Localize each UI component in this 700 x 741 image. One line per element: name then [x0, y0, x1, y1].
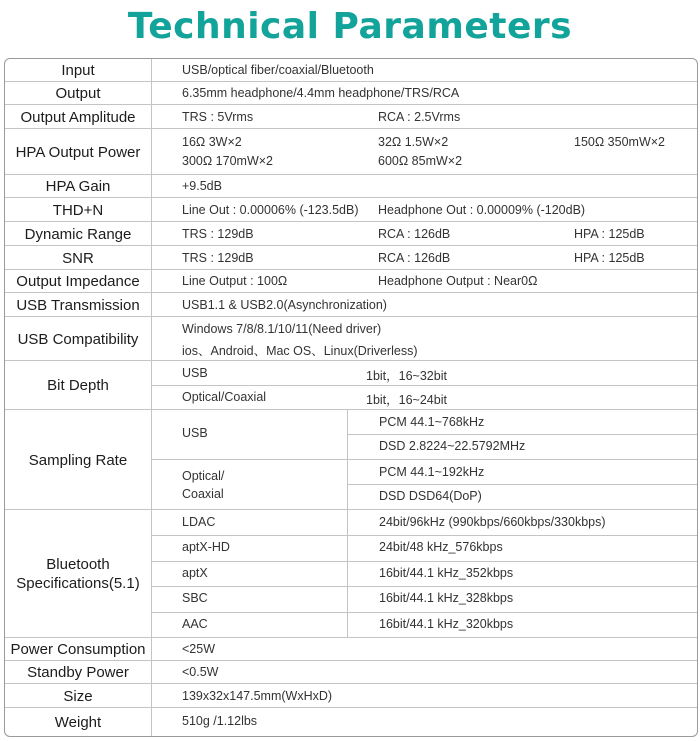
optical-label-line-1: Optical/ — [182, 469, 225, 483]
codec-name: SBC — [182, 591, 208, 605]
usb-label: USB — [182, 366, 208, 380]
row-value: 6.35mm headphone/4.4mm headphone/TRS/RCA — [182, 86, 460, 100]
row-value: USB1.1 & USB2.0(Asynchronization) — [182, 298, 387, 312]
codec-value: 24bit/48 kHz_576kbps — [379, 540, 503, 554]
trs-value: TRS : 129dB — [182, 227, 254, 241]
usb-label: USB — [182, 426, 208, 440]
optical-bit-depth: 1bit，16~24bit — [366, 393, 447, 407]
power-32ohm: 32Ω 1.5W×2 — [378, 135, 449, 149]
rca-value: RCA : 126dB — [378, 251, 451, 265]
row-value: <0.5W — [182, 665, 219, 679]
power-300ohm: 300Ω 170mW×2 — [182, 154, 273, 168]
row-value: 139x32x147.5mm(WxHxD) — [182, 689, 333, 703]
row-thd-n — [5, 197, 697, 222]
row-input — [5, 59, 697, 81]
row-value: 510g /1.12lbs — [182, 714, 258, 728]
codec-value: 16bit/44.1 kHz_328kbps — [379, 591, 514, 605]
optical-label-line-2: Coaxial — [182, 487, 224, 501]
row-dynamic-range — [5, 221, 697, 246]
line-out-value: Line Out : 0.00006% (-123.5dB) — [182, 203, 359, 217]
row-label: USB Transmission — [5, 293, 152, 317]
row-label: Bit Depth — [5, 361, 152, 410]
optical-dsd: DSD DSD64(DoP) — [379, 489, 482, 503]
row-label: Output Impedance — [5, 270, 152, 293]
row-bit-depth — [5, 360, 697, 410]
row-label: Power Consumption — [5, 638, 152, 661]
row-output-impedance — [5, 269, 697, 293]
row-label: Dynamic Range — [5, 222, 152, 246]
usb-bit-depth: 1bit，16~32bit — [366, 369, 447, 383]
row-label: Standby Power — [5, 661, 152, 684]
rca-value: RCA : 126dB — [378, 227, 451, 241]
row-hpa-gain — [5, 174, 697, 198]
codec-name: aptX-HD — [182, 540, 230, 554]
optical-pcm: PCM 44.1~192kHz — [379, 465, 485, 479]
divider — [152, 385, 697, 386]
row-label: Output — [5, 82, 152, 105]
divider — [347, 410, 348, 510]
divider — [152, 535, 697, 536]
power-600ohm: 600Ω 85mW×2 — [378, 154, 463, 168]
row-label: Output Amplitude — [5, 105, 152, 129]
row-output — [5, 81, 697, 105]
row-label: Input — [5, 59, 152, 81]
bluetooth-label-line-1: Bluetooth — [46, 556, 110, 573]
row-weight — [5, 707, 697, 737]
row-usb-compatibility — [5, 316, 697, 361]
codec-value: 16bit/44.1 kHz_320kbps — [379, 617, 514, 631]
divider — [347, 510, 348, 638]
row-label: THD+N — [5, 198, 152, 222]
compat-line-1: Windows 7/8/8.1/10/11(Need driver) — [182, 322, 382, 336]
bluetooth-label-line-2: Specifications(5.1) — [16, 575, 140, 592]
row-size — [5, 683, 697, 708]
optical-label: Optical/Coaxial — [182, 390, 267, 404]
codec-name: LDAC — [182, 515, 216, 529]
row-snr — [5, 245, 697, 270]
headphone-out-value: Headphone Out : 0.00009% (-120dB) — [378, 203, 586, 217]
divider — [152, 586, 697, 587]
row-label: Weight — [5, 708, 152, 737]
divider — [347, 434, 697, 435]
usb-pcm: PCM 44.1~768kHz — [379, 415, 485, 429]
codec-name: AAC — [182, 617, 208, 631]
row-label: Sampling Rate — [5, 410, 152, 510]
row-label: SNR — [5, 246, 152, 270]
row-power-consumption — [5, 637, 697, 661]
codec-name: aptX — [182, 566, 208, 580]
divider — [152, 459, 697, 460]
power-150ohm: 150Ω 350mW×2 — [574, 135, 665, 149]
row-label: HPA Gain — [5, 175, 152, 198]
headphone-output-value: Headphone Output : Near0Ω — [378, 274, 538, 288]
codec-value: 24bit/96kHz (990kbps/660kbps/330kbps) — [379, 515, 606, 529]
row-value: USB/optical fiber/coaxial/Bluetooth — [182, 63, 374, 77]
row-sampling-rate — [5, 409, 697, 510]
row-label — [5, 510, 152, 638]
trs-value: TRS : 129dB — [182, 251, 254, 265]
row-standby-power — [5, 660, 697, 684]
power-16ohm: 16Ω 3W×2 — [182, 135, 242, 149]
line-output-value: Line Output : 100Ω — [182, 274, 288, 288]
hpa-value: HPA : 125dB — [574, 251, 645, 265]
trs-value: TRS : 5Vrms — [182, 110, 254, 124]
row-label: USB Compatibility — [5, 317, 152, 361]
codec-value: 16bit/44.1 kHz_352kbps — [379, 566, 514, 580]
page-title: Technical Parameters — [127, 6, 573, 47]
row-value: <25W — [182, 642, 216, 656]
row-output-amplitude — [5, 104, 697, 129]
divider — [347, 484, 697, 485]
row-hpa-output-power — [5, 128, 697, 175]
row-label: Size — [5, 684, 152, 708]
hpa-value: HPA : 125dB — [574, 227, 645, 241]
divider — [152, 561, 697, 562]
row-label: HPA Output Power — [5, 129, 152, 175]
row-bluetooth — [5, 509, 697, 638]
rca-value: RCA : 2.5Vrms — [378, 110, 461, 124]
spec-table — [4, 58, 698, 737]
row-value: +9.5dB — [182, 179, 222, 193]
usb-dsd: DSD 2.8224~22.5792MHz — [379, 439, 526, 453]
row-usb-transmission — [5, 292, 697, 317]
compat-line-2: ios、Android、Mac OS、Linux(Driverless) — [182, 344, 418, 358]
divider — [152, 612, 697, 613]
